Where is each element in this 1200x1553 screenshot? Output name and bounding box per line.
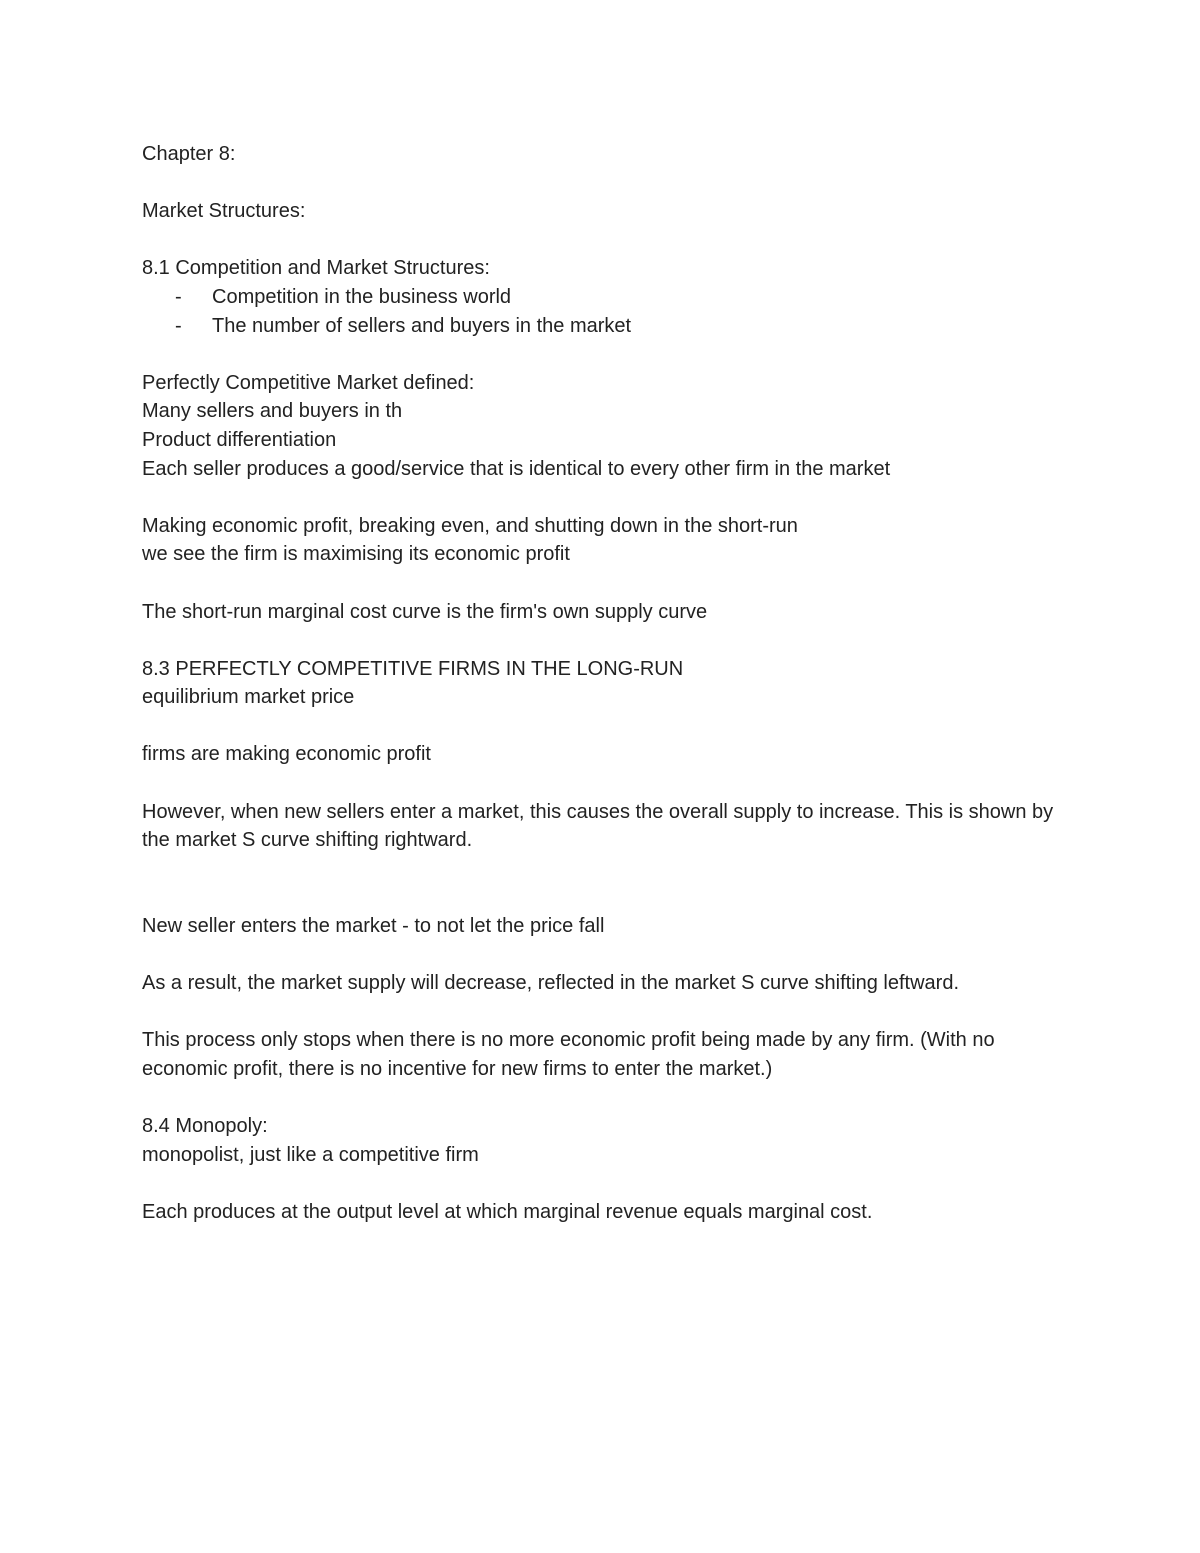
paragraph-line: monopolist, just like a competitive firm (142, 1143, 479, 1166)
bullet-dash: - (175, 314, 182, 337)
paragraph-line: equilibrium market price (142, 686, 355, 709)
spacer (142, 1169, 1062, 1198)
bullet-text: Competition in the business world (212, 285, 512, 308)
paragraph: This process only stops when there is no more economic profit being made by any firm. (With no economic profit, there is no incentive for new firms to enter the market.) (142, 1029, 1001, 1080)
spacer (142, 769, 1062, 798)
spacer (142, 569, 1062, 598)
pcm-line: Each seller produces a good/service that is identical to every other firm in the market (142, 457, 891, 480)
section-title: Market Structures: (142, 200, 306, 223)
paragraph-line: firms are making economic profit (142, 743, 431, 766)
pcm-heading: Perfectly Competitive Market defined: (142, 371, 475, 394)
chapter-title: Chapter 8: (142, 143, 236, 165)
spacer (142, 855, 1062, 884)
paragraph-line: Each produces at the output level at which marginal revenue equals marginal cost. (142, 1200, 873, 1223)
spacer (142, 626, 1062, 655)
pcm-line: Product differentiation (142, 428, 337, 451)
list-item (142, 312, 1062, 341)
list-item (142, 283, 1062, 312)
paragraph: As a result, the market supply will decrease, reflected in the market S curve shifting leftward. (142, 972, 960, 995)
spacer (142, 1084, 1062, 1113)
profit-line: we see the firm is maximising its economic profit (142, 543, 570, 566)
supply-curve-line: The short-run marginal cost curve is the firm's own supply curve (142, 600, 708, 623)
bullet-dash: - (175, 285, 182, 308)
spacer (142, 941, 1062, 970)
spacer (142, 169, 1062, 198)
spacer (142, 998, 1062, 1027)
spacer (142, 483, 1062, 512)
section-8-3-heading: 8.3 PERFECTLY COMPETITIVE FIRMS IN THE LONG-RUN (142, 657, 684, 680)
spacer (142, 226, 1062, 255)
paragraph: However, when new sellers enter a market, this causes the overall supply to increase. This is shown by the market S curve shifting rightward. (142, 800, 1059, 852)
spacer (142, 883, 1062, 912)
document-body (142, 140, 1062, 1227)
profit-line: Making economic profit, breaking even, and shutting down in the short-run (142, 514, 798, 537)
paragraph-line: New seller enters the market - to not let the price fall (142, 915, 605, 938)
spacer (142, 712, 1062, 741)
spacer (142, 340, 1062, 369)
bullet-text: The number of sellers and buyers in the market (212, 314, 632, 337)
section-8-4-heading: 8.4 Monopoly: (142, 1115, 268, 1138)
pcm-line: Many sellers and buyers in th (142, 400, 403, 423)
section-8-1-heading: 8.1 Competition and Market Structures: (142, 257, 490, 280)
